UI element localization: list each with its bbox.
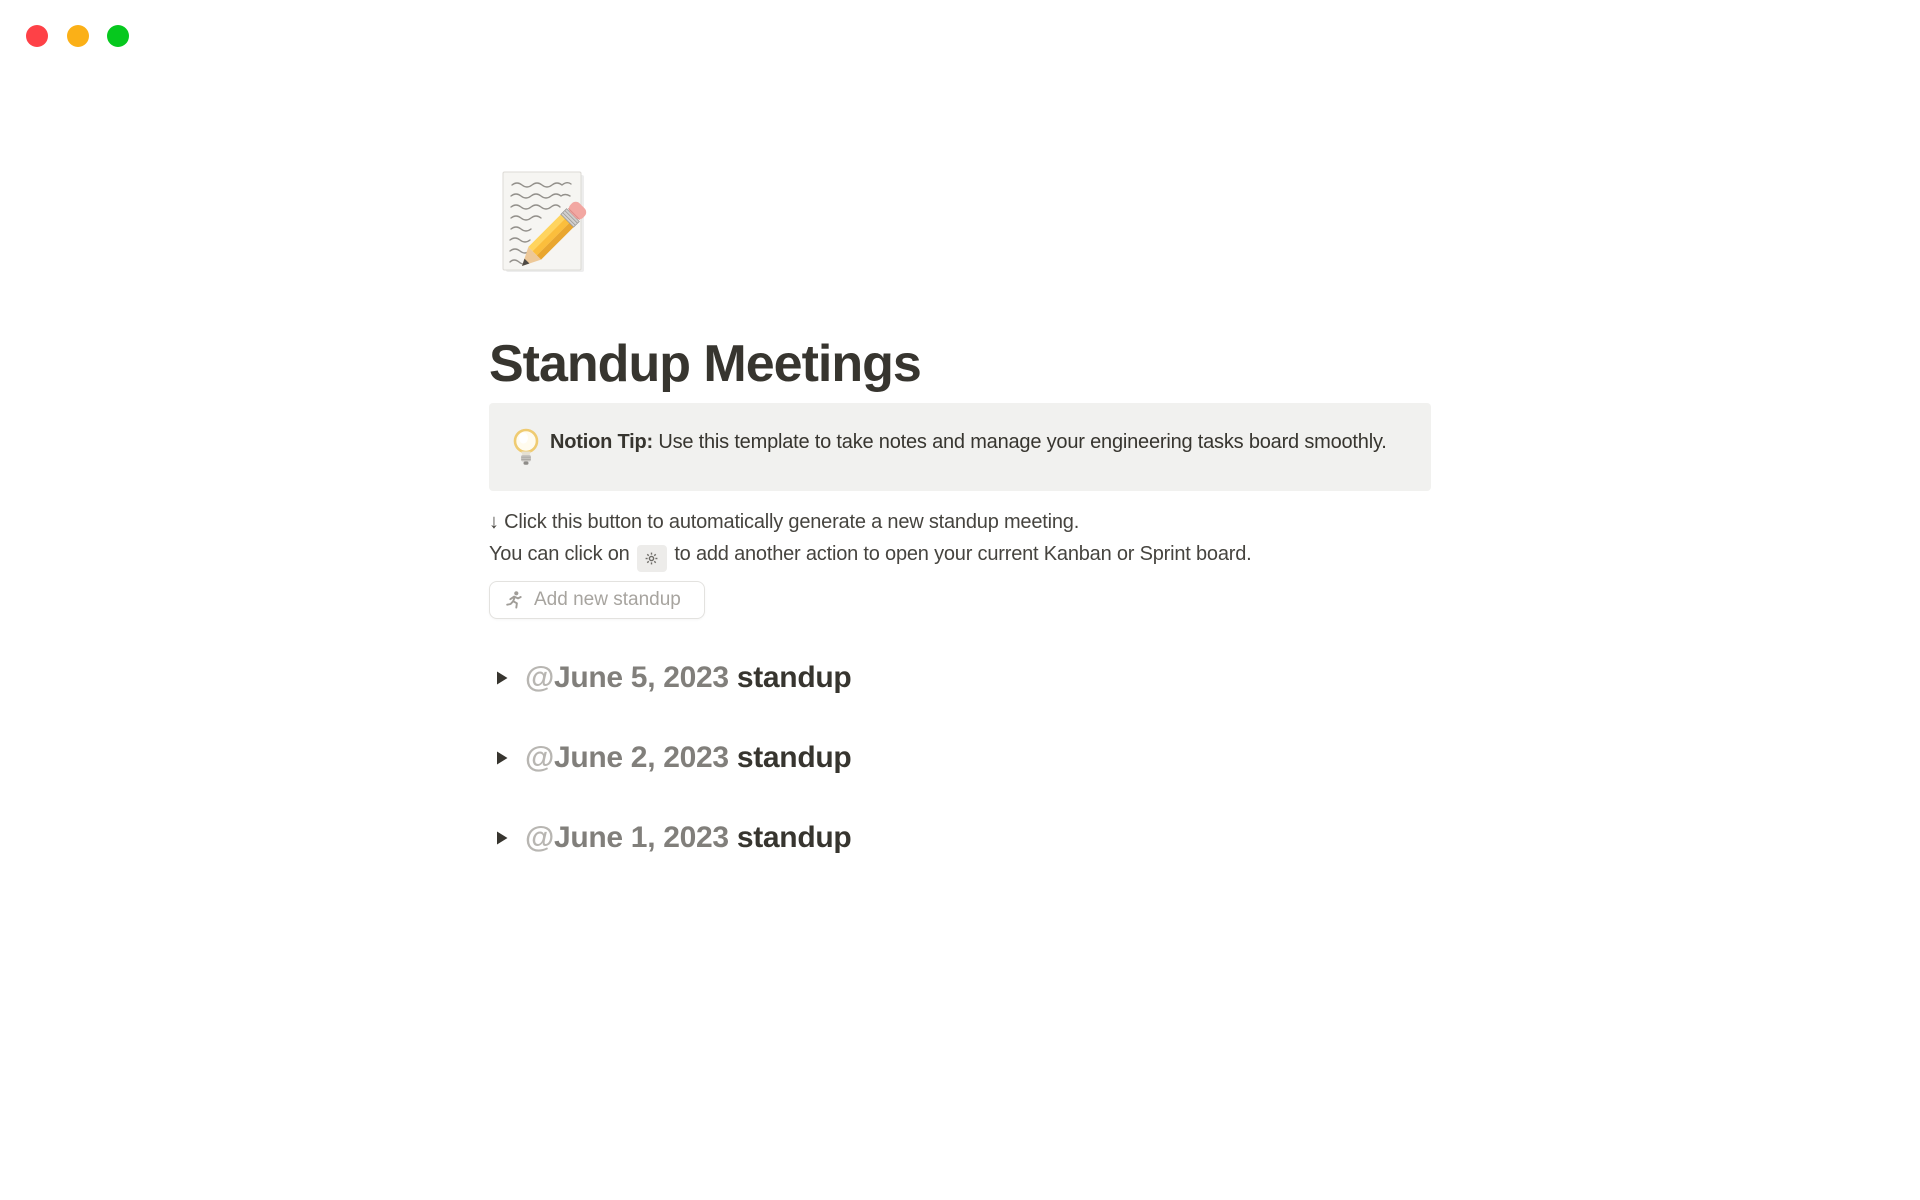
mention-at-sign: @ <box>525 821 554 854</box>
notion-tip-callout <box>489 403 1431 491</box>
traffic-light-zoom-button[interactable] <box>107 25 129 47</box>
date-mention[interactable] <box>525 821 729 854</box>
toggle-heading-suffix: standup <box>728 741 852 774</box>
triangle-right-icon <box>496 751 508 765</box>
callout-text <box>550 426 1387 458</box>
add-new-standup-label: Add new standup <box>534 589 681 610</box>
toggle-triangle-button[interactable] <box>489 743 515 773</box>
instruction-text <box>489 506 1431 572</box>
toggle-heading <box>525 741 851 775</box>
memo-emoji-page-icon[interactable] <box>500 170 592 274</box>
gear-chip <box>637 545 667 572</box>
mention-date: June 5, 2023 <box>553 661 729 694</box>
triangle-right-icon <box>496 671 508 685</box>
page-title[interactable]: Standup Meetings <box>489 335 921 393</box>
date-mention[interactable] <box>525 741 729 774</box>
instruction-line-1 <box>489 506 1431 538</box>
toggle-heading <box>525 661 851 695</box>
callout-bold-prefix: Notion Tip: <box>550 431 653 453</box>
toggle-row-june-2[interactable] <box>489 739 1431 777</box>
toggle-heading <box>525 821 851 855</box>
runner-icon <box>504 590 524 610</box>
light-bulb-icon <box>513 428 539 468</box>
toggle-triangle-button[interactable] <box>489 663 515 693</box>
mention-date: June 1, 2023 <box>553 821 729 854</box>
traffic-light-close-button[interactable] <box>26 25 48 47</box>
notion-page <box>489 0 1431 857</box>
triangle-right-icon <box>496 831 508 845</box>
down-arrow-icon: ↓ <box>489 511 499 533</box>
traffic-light-minimize-button[interactable] <box>67 25 89 47</box>
mention-at-sign: @ <box>525 741 554 774</box>
toggle-triangle-button[interactable] <box>489 823 515 853</box>
instruction-line-2 <box>489 538 1431 572</box>
standup-toggle-list <box>489 659 1431 857</box>
instruction-line-1-text: Click this button to automatically generate a new standup meeting. <box>498 511 1080 533</box>
window-titlebar <box>0 0 1920 52</box>
callout-body: Use this template to take notes and manage your engineering tasks board smoothly. <box>652 431 1387 453</box>
gear-icon <box>645 552 658 565</box>
toggle-row-june-1[interactable] <box>489 819 1431 857</box>
toggle-heading-suffix: standup <box>728 821 852 854</box>
toggle-heading-suffix: standup <box>728 661 852 694</box>
instruction-line-2-before: You can click on <box>489 543 635 565</box>
date-mention[interactable] <box>525 661 729 694</box>
add-new-standup-button[interactable] <box>489 581 705 619</box>
instruction-line-2-after: to add another action to open your current Kanban or Sprint board. <box>668 543 1252 565</box>
toggle-row-june-5[interactable] <box>489 659 1431 697</box>
mention-date: June 2, 2023 <box>553 741 729 774</box>
mention-at-sign: @ <box>525 661 554 694</box>
